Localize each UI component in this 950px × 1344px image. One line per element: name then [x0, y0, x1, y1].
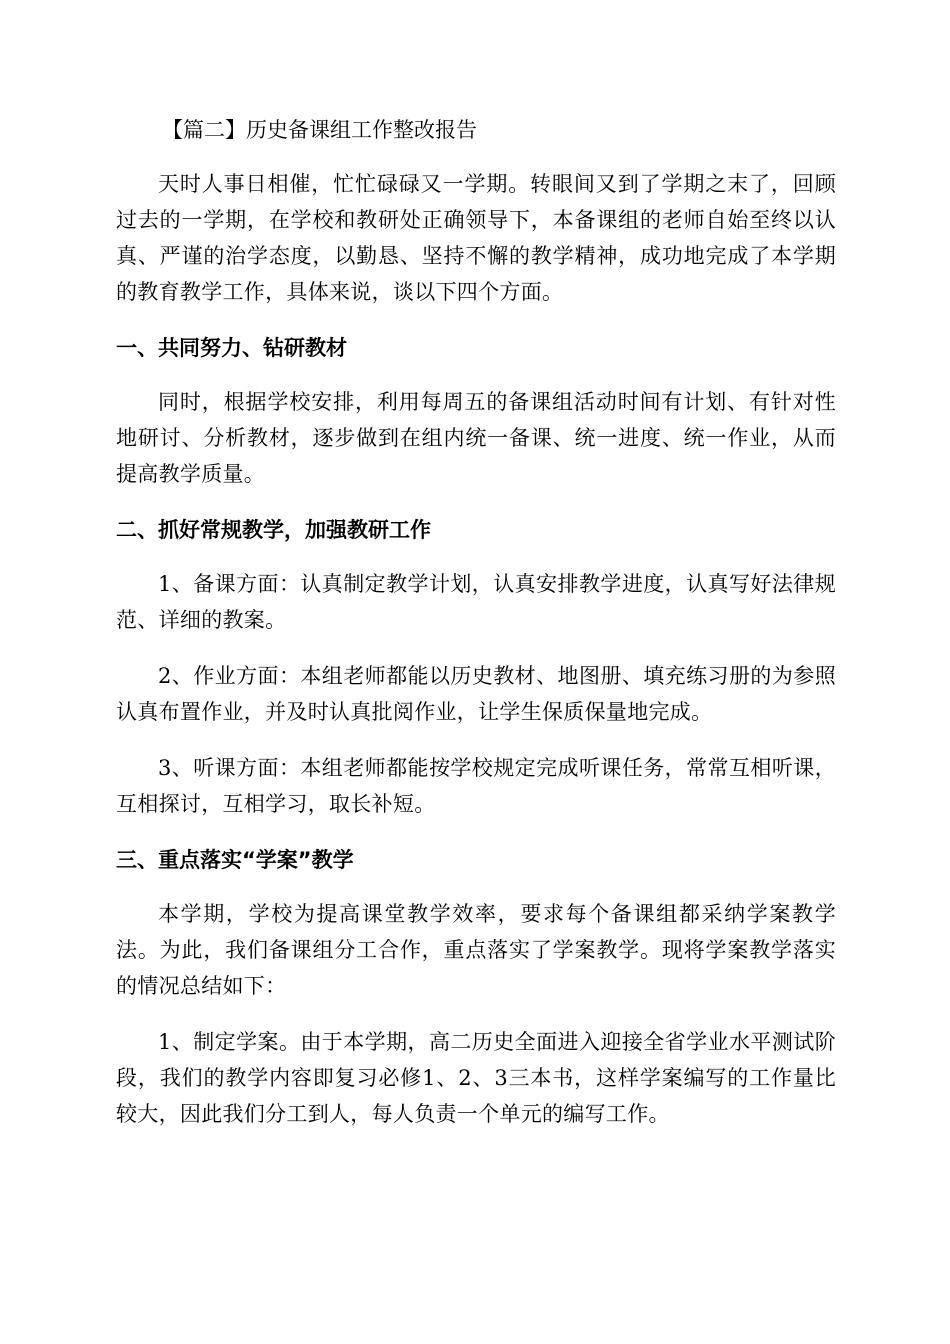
section-2-paragraph-3: 3、听课方面：本组老师都能按学校规定完成听课任务，常常互相听课，互相探讨，互相学习，取长补短。 — [116, 756, 836, 816]
section-2-paragraph-2: 2、作业方面：本组老师都能以历史教材、地图册、填充练习册的为参照认真布置作业，并及时认真批阅作业，让学生保质保量地完成。 — [116, 664, 836, 724]
section-2-heading: 二、抓好常规教学，加强教研工作 — [116, 518, 431, 542]
document-title: 【篇二】历史备课组工作整改报告 — [162, 118, 477, 142]
intro-paragraph: 天时人事日相催，忙忙碌碌又一学期。转眼间又到了学期之末了，回顾过去的一学期，在学校和教研处正确领导下，本备课组的老师自始至终以认真、严谨的治学态度，以勤恳、坚持不懈的教学精神，成功地完成了本学期的教育教学工作，具体来说，谈以下四个方面。 — [116, 172, 836, 304]
document-page — [116, 112, 836, 1132]
section-1-paragraph-1: 同时，根据学校安排，利用每周五的备课组活动时间有计划、有针对性地研讨、分析教材，逐步做到在组内统一备课、统一进度、统一作业，从而提高教学质量。 — [116, 390, 836, 486]
section-2-paragraph-1: 1、备课方面：认真制定教学计划，认真安排教学进度，认真写好法律规范、详细的教案。 — [116, 572, 836, 632]
section-1-heading: 一、共同努力、钻研教材 — [116, 336, 347, 360]
section-3-paragraph-1: 本学期，学校为提高课堂教学效率，要求每个备课组都采纳学案教学法。为此，我们备课组分工合作，重点落实了学案教学。现将学案教学落实的情况总结如下： — [116, 902, 836, 998]
section-3-paragraph-2: 1、制定学案。由于本学期，高二历史全面进入迎接全省学业水平测试阶段，我们的教学内容即复习必修1、2、3三本书，这样学案编写的工作量比较大，因此我们分工到人，每人负责一个单元的编写工作。 — [116, 1030, 836, 1126]
section-3-heading: 三、重点落实“学案”教学 — [116, 848, 354, 872]
